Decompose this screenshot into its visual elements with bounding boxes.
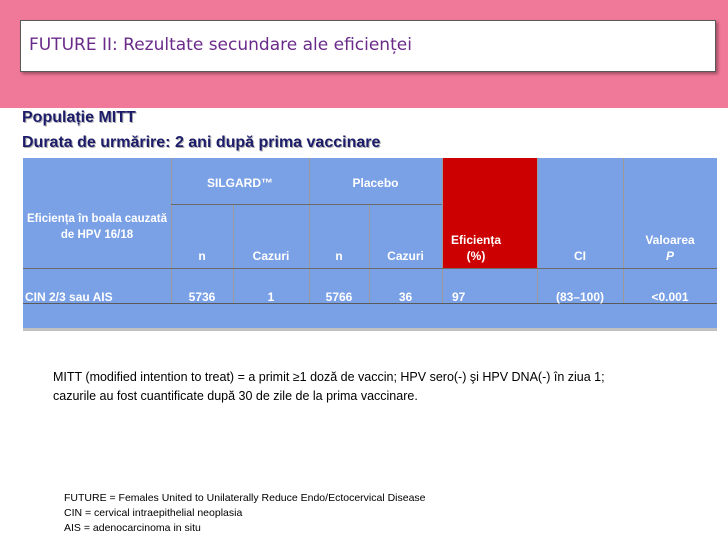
population-heading: Populație MITT <box>22 109 136 126</box>
placebo-group-header: Placebo <box>352 176 399 190</box>
legend-cin: CIN = cervical intraepithelial neoplasia <box>64 507 243 519</box>
efficacy-header: Eficiența (%) <box>450 233 501 263</box>
silgard-group-header: SILGARD™ <box>207 176 273 190</box>
p-value-header-label: Valoarea <box>645 233 695 247</box>
p-value: <0.001 <box>651 290 689 304</box>
mitt-note-line-2: cazurile au fost cuantificate după 30 de zile de la prima vaccinare. <box>53 389 418 403</box>
mitt-note-line-1: MITT (modified intention to treat) = a primit ≥1 doză de vaccin; HPV sero(-) şi HPV DNA(-) în ziua 1; <box>53 370 605 384</box>
silgard-n-value: 5736 <box>188 290 216 304</box>
efficacy-table <box>23 158 717 328</box>
silgard-cases-value: 1 <box>267 290 275 304</box>
row-label: CIN 2/3 sau AIS <box>25 290 113 304</box>
silgard-cases-header: Cazuri <box>252 249 290 263</box>
p-value-header <box>623 232 717 264</box>
title-box <box>20 20 716 72</box>
slide-title: FUTURE II: Rezultate secundare ale eficienței <box>29 35 412 55</box>
placebo-cases-header: Cazuri <box>387 249 424 263</box>
mitt-note <box>53 368 713 406</box>
p-value-header-symbol: P <box>665 249 674 263</box>
placebo-n-header: n <box>335 249 343 263</box>
placebo-cases-value: 36 <box>398 290 413 304</box>
silgard-n-header: n <box>198 249 206 263</box>
legend-future: FUTURE = Females United to Unilaterally Reduce Endo/Ectocervical Disease <box>64 492 426 504</box>
legend-ais: AIS = adenocarcinoma in situ <box>64 522 201 534</box>
ci-value: (83–100) <box>555 290 605 304</box>
followup-heading: Durata de urmărire: 2 ani după prima vaccinare <box>22 134 381 151</box>
ci-header: CI <box>574 249 586 263</box>
placebo-n-value: 5766 <box>325 290 353 304</box>
abbreviation-legend <box>64 491 426 536</box>
row-label-header: Eficiența în boala cauzată de HPV 16/18 <box>27 213 167 241</box>
table-shadow <box>23 328 717 331</box>
efficacy-value: 97 <box>452 290 466 304</box>
